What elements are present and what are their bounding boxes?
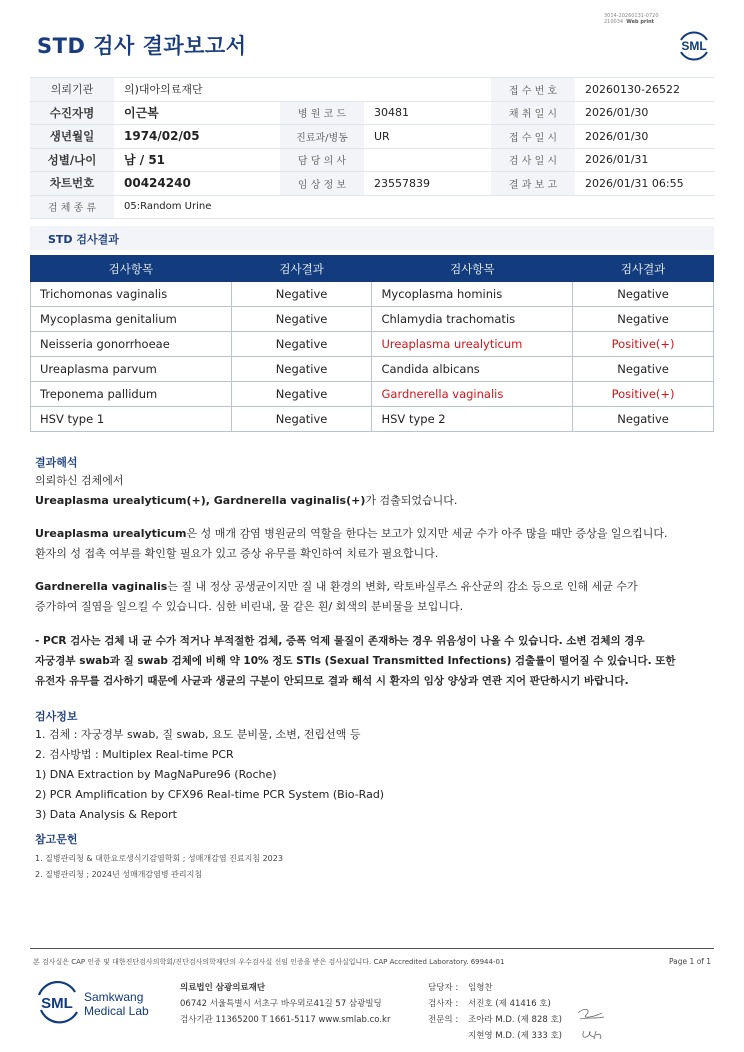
- signature-icon: [574, 1005, 610, 1043]
- label-chart-number: 차트번호: [30, 172, 114, 196]
- value-collection-date: 2026/01/30: [575, 101, 714, 125]
- test-item: Mycoplasma genitalium: [31, 307, 232, 332]
- corporation-contact: 검사기관 11365200 T 1661-5117 www.smlab.co.kr: [180, 1015, 391, 1025]
- value-birth-date: 1974/02/05: [114, 125, 280, 149]
- staff-name: 조아라 M.D. (제 828 호): [468, 1015, 563, 1025]
- web-print-tag: Web print: [626, 19, 655, 25]
- table-row: [31, 407, 714, 432]
- staff-role: 검사자 :: [428, 999, 459, 1009]
- results-section-title: STD 검사결과: [48, 233, 119, 246]
- test-item: HSV type 1: [31, 407, 232, 432]
- value-doctor: [364, 148, 491, 172]
- document-id-line2: 210034: [604, 19, 624, 25]
- logo-name-line1: Samkwang: [84, 990, 144, 1004]
- test-item: Trichomonas vaginalis: [31, 282, 232, 307]
- interpretation-paragraph-1: [35, 471, 715, 511]
- info-row-sex-age: [30, 148, 714, 172]
- value-test-date: 2026/01/31: [575, 148, 714, 172]
- test-info-line: 2. 검사방법 : Multiplex Real-time PCR: [35, 748, 234, 761]
- value-clinical-info: 23557839: [364, 172, 491, 196]
- results-section-header: [30, 226, 714, 250]
- organism-name: Ureaplasma urealyticum: [35, 527, 187, 540]
- info-row-chart-number: [30, 172, 714, 196]
- staff-role: 담당자 :: [428, 983, 459, 993]
- references-list: [35, 851, 715, 883]
- label-sex-age: 성별/나이: [30, 148, 114, 172]
- test-result: Negative: [573, 282, 714, 307]
- test-info-list: [35, 725, 715, 825]
- label-collection-date: 채 취 일 시: [491, 101, 575, 125]
- test-info-line: 1) DNA Extraction by MagNaPure96 (Roche): [35, 768, 277, 781]
- test-result: Negative: [573, 407, 714, 432]
- test-item-positive: Gardnerella vaginalis: [372, 382, 573, 407]
- value-institution: 의)대아의료재단: [114, 78, 491, 102]
- interpretation-line: 은 성 매개 감염 병원균의 역할을 한다는 보고가 있지만 세균 수가 아주 많을 때만 증상을 일으킵니다.: [186, 527, 668, 540]
- interpretation-paragraph-2: [35, 524, 725, 564]
- detected-organisms: Ureaplasma urealyticum(+), Gardnerella vaginalis(+): [35, 494, 366, 507]
- test-result: Negative: [573, 357, 714, 382]
- label-test-date: 검 사 일 시: [491, 148, 575, 172]
- label-hospital-code: 병 원 코 드: [280, 101, 364, 125]
- label-doctor: 담 당 의 사: [280, 148, 364, 172]
- info-row-institution: [30, 78, 714, 102]
- references-title: 참고문헌: [35, 833, 78, 846]
- value-specimen-type: 05:Random Urine: [114, 195, 714, 219]
- reference-line: 1. 질병관리청 & 대한요로생식기감염학회 ; 성매개감염 진료지침 2023: [35, 854, 283, 863]
- test-result: Negative: [231, 282, 372, 307]
- interpretation-line: 가 검출되었습니다.: [365, 494, 458, 507]
- table-row: [31, 382, 714, 407]
- label-department: 진료과/병동: [280, 125, 364, 149]
- sml-logo-text: SML: [41, 995, 73, 1012]
- table-row: [31, 307, 714, 332]
- staff-name: 지현영 M.D. (제 333 호): [468, 1031, 563, 1041]
- corporation-address: 06742 서울특별시 서초구 바우뫼로41길 57 삼광빌딩: [180, 999, 382, 1009]
- corporation-name: 의료법인 삼광의료재단: [180, 983, 266, 993]
- header-item-right: 검사항목: [372, 256, 573, 282]
- info-row-birth-date: [30, 125, 714, 149]
- staff-name: 임형찬: [468, 983, 493, 993]
- header-result-left: 검사결과: [231, 256, 372, 282]
- test-info-title: 검사정보: [35, 710, 78, 723]
- patient-info-table: [30, 77, 714, 219]
- interpretation-line: 는 질 내 정상 공생균이지만 질 내 환경의 변화, 락토바실루스 유산균의 감소 등으로 인해 세균 수가: [167, 580, 638, 593]
- interpretation-paragraph-4: [35, 631, 735, 691]
- label-specimen-type: 검 체 종 류: [30, 195, 114, 219]
- value-report-date: 2026/01/31 06:55: [575, 172, 714, 196]
- page-number: Page 1 of 1: [669, 957, 712, 966]
- results-header-row: [31, 256, 714, 282]
- info-row-patient-name: [30, 101, 714, 125]
- test-item: Neisseria gonorrhoeae: [31, 332, 232, 357]
- test-info-line: 2) PCR Amplification by CFX96 Real-time PCR System (Bio-Rad): [35, 788, 385, 801]
- interpretation-line: 환자의 성 접촉 여부를 확인할 필요가 있고 증상 유무를 확인하여 치료가 필요합니다.: [35, 547, 439, 560]
- label-receipt-date: 접 수 일 시: [491, 125, 575, 149]
- interpretation-title: 결과해석: [35, 456, 78, 469]
- document-id: [604, 13, 659, 25]
- test-result: Negative: [231, 332, 372, 357]
- interpretation-line: 증가하여 질염을 일으킬 수 있습니다. 심한 비린내, 물 같은 흰/ 회색의 분비물을 보입니다.: [35, 600, 464, 613]
- interpretation-paragraph-3: [35, 577, 725, 617]
- value-chart-number: 00424240: [114, 172, 280, 196]
- organism-name: Gardnerella vaginalis: [35, 580, 168, 593]
- info-row-specimen: [30, 195, 714, 219]
- test-result: Negative: [573, 307, 714, 332]
- test-item: Candida albicans: [372, 357, 573, 382]
- sml-logo-icon: [675, 26, 713, 64]
- value-patient-name: 이근복: [114, 101, 280, 125]
- test-item: Chlamydia trachomatis: [372, 307, 573, 332]
- accreditation-note: 본 검사실은 CAP 인증 및 대한진단검사의학회/진단검사의학재단의 우수검사실 신임 인증을 받은 검사실입니다. CAP Accredited Laboratory. 69944-01: [33, 958, 505, 966]
- test-result-positive: Positive(+): [573, 382, 714, 407]
- interpretation-line: 유전자 유무를 검사하기 때문에 사균과 생균의 구분이 안되므로 결과 해석 시 환자의 임상 양상과 연관 지어 판단하시기 바랍니다.: [35, 675, 629, 687]
- test-result: Negative: [231, 407, 372, 432]
- test-result: Negative: [231, 357, 372, 382]
- value-receipt-date: 2026/01/30: [575, 125, 714, 149]
- staff-info: [428, 980, 562, 1044]
- label-report-date: 결 과 보 고: [491, 172, 575, 196]
- value-receipt-number: 20260130-26522: [575, 78, 714, 102]
- sml-logo-icon: [37, 980, 167, 1024]
- value-hospital-code: 30481: [364, 101, 491, 125]
- sml-logo-text: SML: [681, 39, 707, 53]
- interpretation-line: - PCR 검사는 검체 내 균 수가 적거나 부적절한 검체, 증폭 억제 물질이 존재하는 경우 위음성이 나올 수 있습니다. 소변 검체의 경우: [35, 635, 645, 647]
- test-info-line: 3) Data Analysis & Report: [35, 808, 177, 821]
- footer-logo: [37, 980, 167, 1028]
- test-result: Negative: [231, 382, 372, 407]
- value-department: UR: [364, 125, 491, 149]
- reference-line: 2. 질병관리청 ; 2024년 성매개감염병 관리지침: [35, 870, 203, 879]
- label-patient-name: 수진자명: [30, 101, 114, 125]
- test-info-line: 1. 검체 : 자궁경부 swab, 질 swab, 요도 분비물, 소변, 전립선액 등: [35, 728, 361, 741]
- test-result-positive: Positive(+): [573, 332, 714, 357]
- test-item: Treponema pallidum: [31, 382, 232, 407]
- value-sex-age: 남 / 51: [114, 148, 280, 172]
- document-id-line1: 3014-20260131-0720: [604, 13, 659, 19]
- label-clinical-info: 임 상 정 보: [280, 172, 364, 196]
- header-item-left: 검사항목: [31, 256, 232, 282]
- interpretation-line: 자궁경부 swab과 질 swab 검체에 비해 약 10% 정도 STIs (Sexual Transmitted Infections) 검출률이 떨어질 수 있습니다. 또한: [35, 655, 676, 667]
- table-row: [31, 357, 714, 382]
- staff-name: 서진호 (제 41416 호): [468, 999, 551, 1009]
- table-row: [31, 282, 714, 307]
- label-institution: 의뢰기관: [30, 78, 114, 102]
- header-result-right: 검사결과: [573, 256, 714, 282]
- test-item-positive: Ureaplasma urealyticum: [372, 332, 573, 357]
- std-results-table: [30, 255, 714, 432]
- interpretation-line: 의뢰하신 검체에서: [35, 474, 124, 487]
- test-item: HSV type 2: [372, 407, 573, 432]
- corporation-info: [180, 980, 390, 1028]
- logo-name-line2: Medical Lab: [84, 1004, 149, 1018]
- label-birth-date: 생년월일: [30, 125, 114, 149]
- test-item: Mycoplasma hominis: [372, 282, 573, 307]
- label-receipt-number: 접 수 번 호: [491, 78, 575, 102]
- table-row: [31, 332, 714, 357]
- test-item: Ureaplasma parvum: [31, 357, 232, 382]
- staff-role: 전문의 :: [428, 1015, 459, 1025]
- test-result: Negative: [231, 307, 372, 332]
- page-title: STD 검사 결과보고서: [37, 34, 247, 58]
- footer-divider: [30, 948, 714, 949]
